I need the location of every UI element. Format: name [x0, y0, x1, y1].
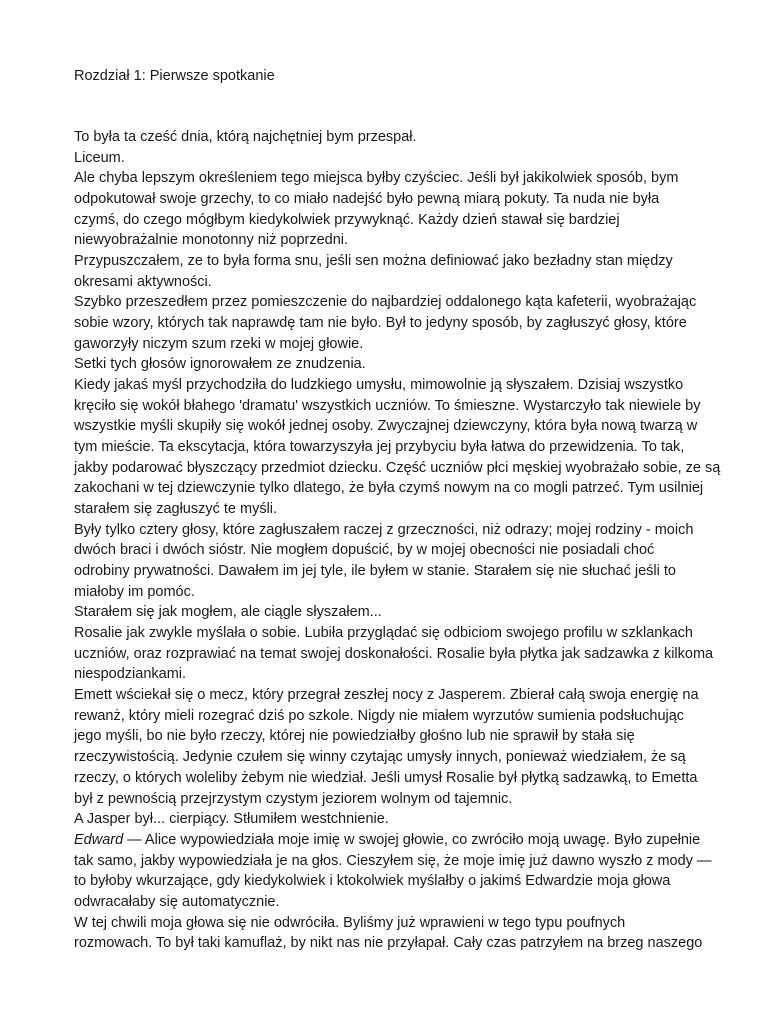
text-line: Setki tych głosów ignorowałem ze znudzenia. [74, 356, 366, 373]
text-line: dwóch braci i dwóch sióstr. Nie mogłem dopuścić, by w mojej obecności nie posiadali choć [74, 542, 655, 559]
text-line: Rosalie jak zwykle myślała o sobie. Lubiła przyglądać się odbiciom swojego profilu w szklankach [74, 625, 693, 642]
text-line: niespodziankami. [74, 666, 187, 683]
text-line: tym mieście. Ta ekscytacja, która towarzyszyła jej przybyciu była łatwa do przewidzenia. To tak, [74, 439, 685, 456]
text-line: odwracałaby się automatycznie. [74, 893, 280, 910]
text-line: jakby podarować błyszczący przedmiot dziecku. Część uczniów płci męskiej wyobrażało sobie, ze są [74, 459, 721, 476]
text-line: Starałem się jak mogłem, ale ciągle słyszałem... [74, 604, 382, 621]
text-line: kręciło się wokół błahego 'dramatu' wszystkich uczniów. To śmieszne. Wystarczyło tak niewiele by [74, 397, 701, 414]
text-line: wszystkie myśli skupiły się wokół jednej osoby. Zwyczajnej dziewczyny, która była nową twarzą w [74, 418, 698, 435]
text-line: W tej chwili moja głowa się nie odwróciła. Byliśmy już wprawieni w tego typu poufnych [74, 914, 626, 931]
text-line: jego myśli, bo nie było rzeczy, której nie powiedziałby głośno lub nie sprawił by stała się [74, 728, 635, 745]
text-line: zakochani w tej dziewczynie tylko dlatego, że była czymś nowym na co mogli patrzeć. Tym usilniej [74, 480, 704, 497]
text-line: odpokutował swoje grzechy, to co miało nadejść było pewną miarą pokuty. Ta nuda nie była [74, 191, 660, 208]
text-line: Szybko przeszedłem przez pomieszczenie do najbardziej oddalonego kąta kafeterii, wyobrażając [74, 294, 697, 311]
text-line: Kiedy jakaś myśl przychodziła do ludzkiego umysłu, mimowolnie ją słyszałem. Dzisiaj wszystko [74, 377, 684, 394]
text-line: A Jasper był... cierpiący. Stłumiłem westchnienie. [74, 811, 389, 828]
italic-name: Edward [74, 831, 124, 848]
text-line: okresami aktywności. [74, 273, 212, 290]
text-line [74, 830, 734, 851]
text-line: To była ta cześć dnia, którą najchętniej bym przespał. [74, 129, 417, 145]
text-line: tak samo, jakby wypowiedziała je na głos. Cieszyłem się, że moje imię już dawno wyszło z mody — [74, 852, 712, 869]
chapter-title: Rozdział 1: Pierwsze spotkanie [74, 68, 275, 84]
text-line: odrobiny prywatności. Dawałem im jej tyle, ile byłem w stanie. Starałem się nie słuchać jeśli to [74, 563, 676, 580]
text-line: Emett wściekał się o mecz, który przegrał zeszłej nocy z Jasperem. Zbierał całą swoja energię na [74, 687, 699, 704]
text-line: miałoby im pomóc. [74, 583, 195, 600]
text-line: rzeczywistością. Jedynie czułem się winny czytając umysły innych, ponieważ wiedziałem, że są [74, 749, 686, 766]
text-line: rozmowach. To był taki kamuflaż, by nikt nas nie przyłapał. Cały czas patrzyłem na brzeg naszego [74, 935, 703, 952]
text-line: Przypuszczałem, ze to była forma snu, jeśli sen można definiować jako bezładny stan między [74, 253, 673, 270]
text-line-rest: — Alice wypowiedziała moje imię w swojej głowie, co zwróciło moją uwagę. Było zupełnie [127, 831, 701, 848]
text-line: Liceum. [74, 149, 125, 166]
text-line: uczniów, oraz rozprawiać na temat swojej doskonałości. Rosalie była płytka jak sadzawka z kilkoma [74, 645, 714, 662]
text-line: sobie wzory, których tak naprawdę tam nie było. Był to jedyny sposób, by zagłuszyć głosy, które [74, 315, 687, 332]
text-line: gaworzyły niczym szum rzeki w mojej głowie. [74, 335, 364, 352]
text-line: rzeczy, o których woleliby żebym nie wiedział. Jeśli umysł Rosalie był płytką sadzawką, to Emetta [74, 769, 698, 786]
text-line: starałem się zagłuszyć te myśli. [74, 501, 278, 518]
body-text [74, 127, 734, 954]
text-line: rewanż, który mieli rozegrać dziś po szkole. Nigdy nie miałem wyrzutów sumienia podsłuchując [74, 707, 685, 724]
text-line: niewyobrażalnie monotonny niż poprzedni. [74, 232, 349, 249]
text-line: czymś, do czego mógłbym kiedykolwiek przywyknąć. Każdy dzień stawał się bardziej [74, 211, 620, 228]
text-line: Ale chyba lepszym określeniem tego miejsca byłby czyściec. Jeśli był jakikolwiek sposób, bym [74, 170, 679, 187]
text-line: Były tylko cztery głosy, które zagłuszałem raczej z grzeczności, niż odrazy; mojej rodziny - moich [74, 521, 694, 538]
text-line: był z pewnością przejrzystym czystym jeziorem wolnym od tajemnic. [74, 790, 513, 807]
text-line: to byłoby wkurzające, gdy kiedykolwiek i ktokolwiek myślałby o jakimś Edwardzie moja głowa [74, 873, 671, 890]
